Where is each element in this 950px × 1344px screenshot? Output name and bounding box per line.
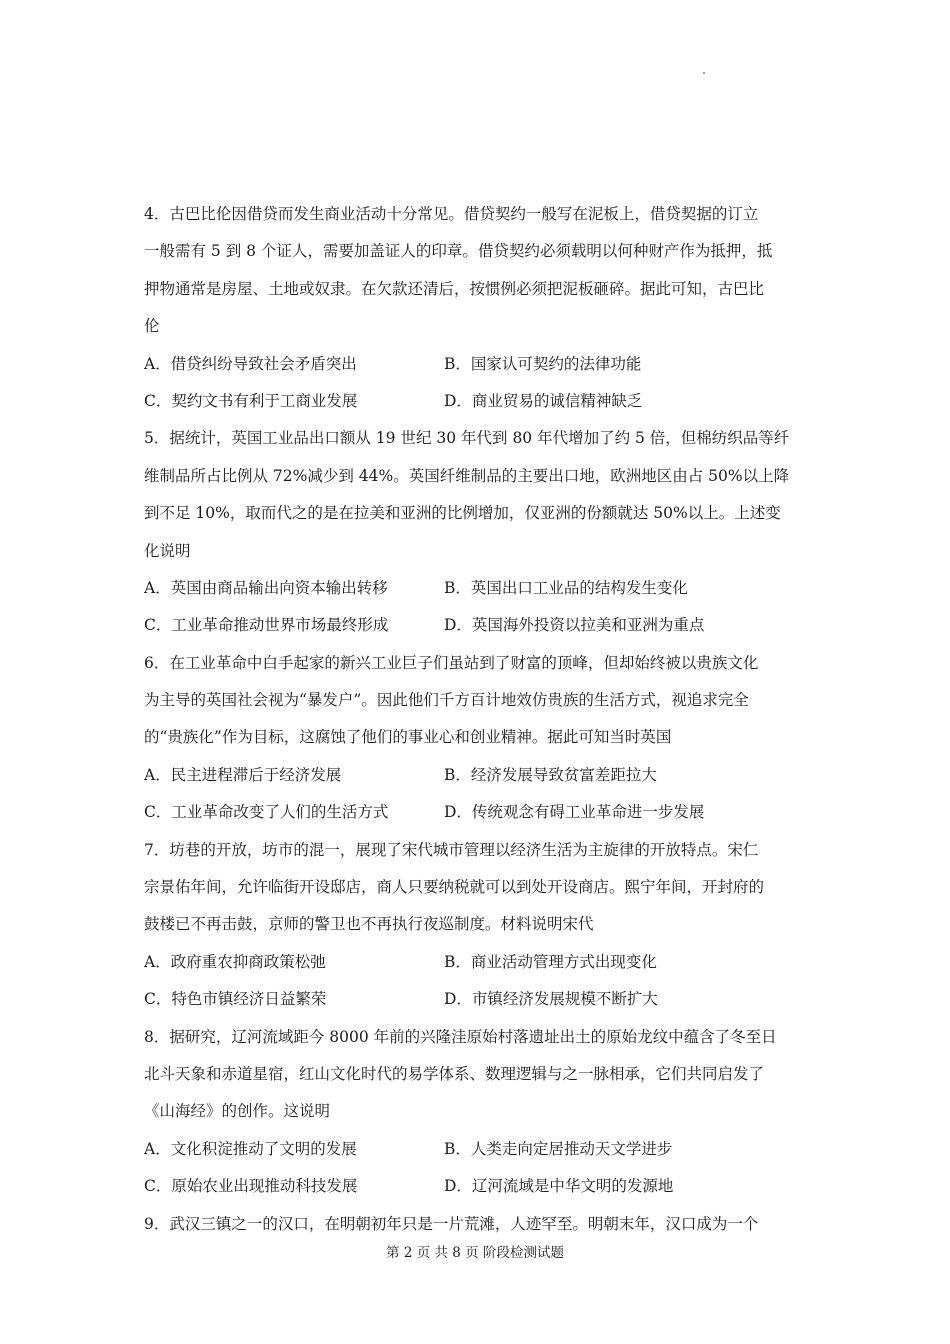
question-text-line: 9．武汉三镇之一的汉口，在明朝初年只是一片荒滩，人迹罕至。明朝末年，汉口成为一个: [144, 1214, 759, 1233]
question-text-line: 宗景佑年间，允许临街开设邸店，商人只要纳税就可以到处开设商店。熙宁年间，开封府的: [144, 878, 765, 897]
scan-dot: [703, 72, 705, 74]
answer-option-a: A．民主进程滞后于经济发展: [144, 765, 342, 784]
question-text-line: 伦: [144, 317, 160, 336]
answer-option-b: B．英国出口工业品的结构发生变化: [444, 578, 688, 597]
option-row: [144, 383, 808, 420]
answer-option-a: A．政府重农抑商政策松弛: [144, 952, 326, 971]
question-text-line: 8．据研究，辽河流域距今 8000 年前的兴隆洼原始村落遗址出土的原始龙纹中蕴含了冬至日: [144, 1027, 777, 1046]
answer-option-a: A．借贷纠纷导致社会矛盾突出: [144, 354, 357, 373]
question-4: [144, 196, 808, 420]
answer-option-c: C．工业革命改变了人们的生活方式: [144, 803, 389, 822]
answer-option-b: B．商业活动管理方式出现变化: [444, 952, 657, 971]
question-text-line: 一般需有 5 到 8 个证人，需要加盖证人的印章。借贷契约必须载明以何种财产作为抵押，抵: [144, 242, 773, 261]
option-row: [144, 1131, 808, 1168]
question-text-line: 化说明: [144, 541, 191, 560]
questions-area: [144, 196, 808, 1243]
answer-option-b: B．人类走向定居推动天文学进步: [444, 1139, 673, 1158]
question-text-line: 北斗天象和赤道星宿，红山文化时代的易学体系、数理逻辑与之一脉相承，它们共同启发了: [144, 1064, 765, 1083]
question-8: [144, 1019, 808, 1206]
question-6: [144, 645, 808, 832]
question-text-line: 押物通常是房屋、土地或奴隶。在欠款还清后，按惯例必须把泥板砸碎。据此可知，古巴比: [144, 279, 765, 298]
answer-option-d: D．传统观念有碍工业革命进一步发展: [444, 803, 705, 822]
answer-option-d: D．辽河流域是中华文明的发源地: [444, 1177, 674, 1196]
answer-option-a: A．文化积淀推动了文明的发展: [144, 1139, 357, 1158]
question-text-line: 7．坊巷的开放，坊市的混一，展现了宋代城市管理以经济生活为主旋律的开放特点。宋仁: [144, 840, 759, 859]
question-text-line: 《山海经》的创作。这说明: [144, 1102, 331, 1121]
option-row: [144, 794, 808, 831]
option-row: [144, 757, 808, 794]
question-5: [144, 420, 808, 644]
question-text-line: 的“贵族化”作为目标，这腐蚀了他们的事业心和创业精神。据此可知当时英国: [144, 728, 672, 747]
answer-option-d: D．商业贸易的诚信精神缺乏: [444, 391, 643, 410]
question-text-line: 鼓楼已不再击鼓，京师的警卫也不再执行夜巡制度。材料说明宋代: [144, 915, 594, 934]
question-text-line: 6．在工业革命中白手起家的新兴工业巨子们虽站到了财富的顶峰，但却始终被以贵族文化: [144, 653, 759, 672]
option-row: [144, 607, 808, 644]
answer-option-c: C．原始农业出现推动科技发展: [144, 1177, 358, 1196]
question-text-line: 到不足 10%，取而代之的是在拉美和亚洲的比例增加，仅亚洲的份额就达 50%以上。上述变: [144, 504, 781, 523]
answer-option-d: D．市镇经济发展规模不断扩大: [444, 990, 658, 1009]
answer-option-b: B．国家认可契约的法律功能: [444, 354, 642, 373]
answer-option-c: C．工业革命推动世界市场最终形成: [144, 616, 389, 635]
page-footer: 第 2 页 共 8 页 阶段检测试题: [386, 1245, 564, 1261]
option-row: [144, 981, 808, 1018]
option-row: [144, 1168, 808, 1205]
option-row: [144, 346, 808, 383]
question-7: [144, 832, 808, 1019]
question-9: [144, 1206, 808, 1243]
question-text-line: 维制品所占比例从 72%减少到 44%。英国纤维制品的主要出口地，欧洲地区由占 50%以上降: [144, 466, 790, 485]
answer-option-c: C．契约文书有利于工商业发展: [144, 391, 358, 410]
question-text-line: 为主导的英国社会视为“暴发户”。因此他们千方百计地效仿贵族的生活方式，视追求完全: [144, 691, 749, 710]
answer-option-b: B．经济发展导致贫富差距拉大: [444, 765, 657, 784]
question-text-line: 4．古巴比伦因借贷而发生商业活动十分常见。借贷契约一般写在泥板上，借贷契据的订立: [144, 205, 759, 223]
answer-option-d: D．英国海外投资以拉美和亚洲为重点: [444, 616, 705, 635]
answer-option-a: A．英国由商品输出向资本输出转移: [144, 578, 388, 597]
answer-option-c: C．特色市镇经济日益繁荣: [144, 990, 327, 1009]
option-row: [144, 570, 808, 607]
option-row: [144, 944, 808, 981]
question-text-line: 5．据统计，英国工业品出口额从 19 世纪 30 年代到 80 年代增加了约 5 倍，但棉纺织品等纤: [144, 429, 790, 448]
